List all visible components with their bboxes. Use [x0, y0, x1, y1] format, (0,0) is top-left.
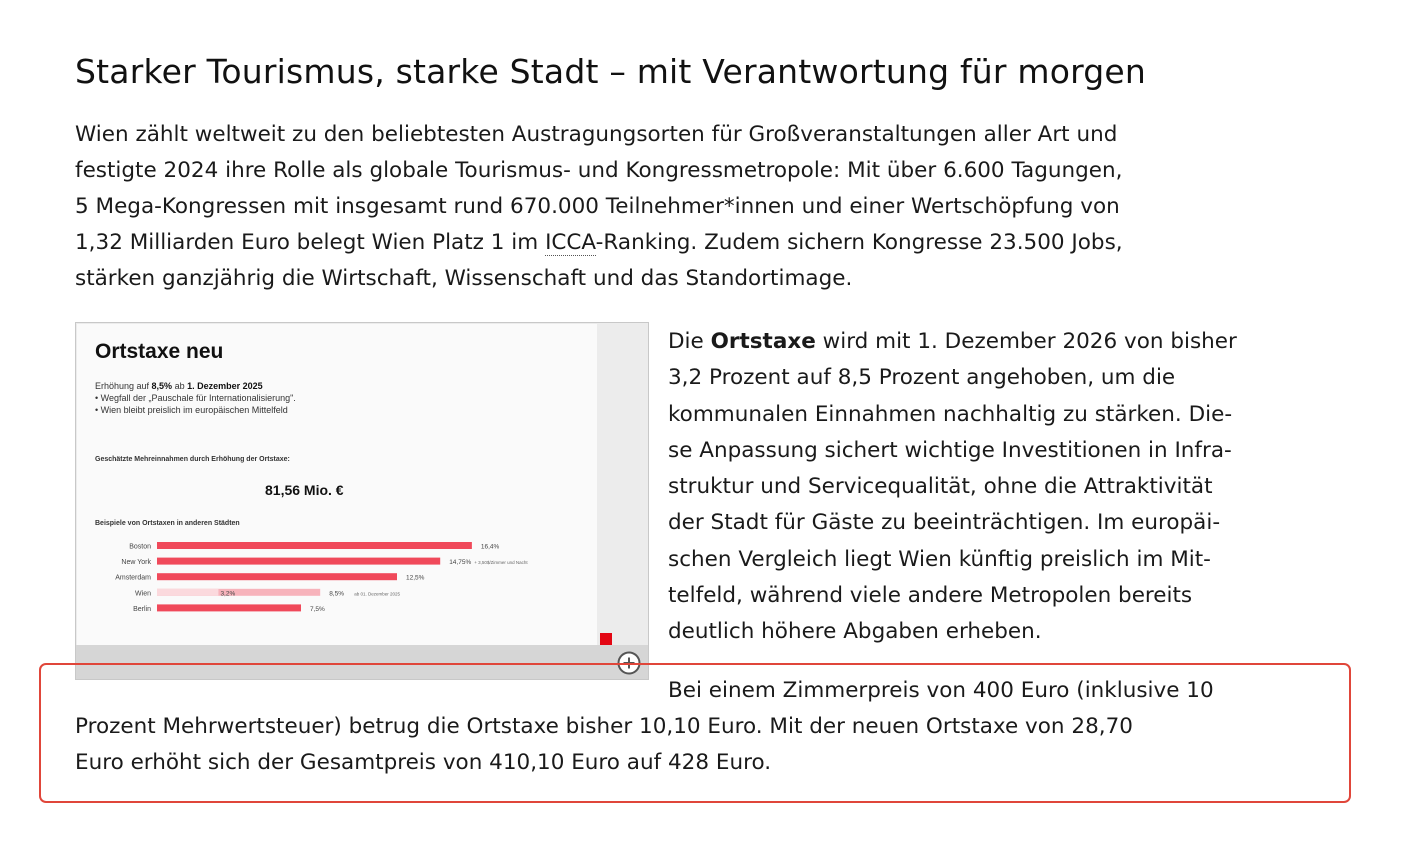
infographic-canvas	[77, 324, 597, 646]
chart-title: Beispiele von Ortstaxen in anderen Städten	[95, 520, 240, 527]
chart-bar	[157, 558, 440, 565]
icca-abbreviation[interactable]: ICCA	[545, 230, 596, 255]
side-text: Die	[668, 329, 711, 354]
infographic-text: ab	[172, 381, 188, 391]
chart-note-label: ab 01. Dezember 2025	[354, 591, 400, 597]
infographic-title: Ortstaxe neu	[95, 340, 224, 363]
price-example-line: Euro erhöht sich der Gesamtpreis von 410,10 Euro auf 428 Euro.	[75, 750, 772, 775]
chart-bar	[157, 604, 301, 611]
ortstaxe-paragraph	[668, 324, 1348, 651]
side-line: schen Vergleich liegt Wien künftig preislich im Mit-	[668, 546, 1211, 572]
infographic-rate: 8,5%	[151, 381, 173, 391]
price-example-line: Prozent Mehrwertsteuer) betrug die Ortstaxe bisher 10,10 Euro. Mit der neuen Ortstaxe von 28,70	[75, 714, 1133, 739]
infographic-figure[interactable]	[75, 322, 649, 680]
intro-paragraph	[75, 117, 1345, 297]
intro-line: 5 Mega-Kongressen mit insgesamt rund 670.000 Teilnehmer*innen und einer Wertschöpfung von	[75, 194, 1120, 219]
side-line: struktur und Servicequalität, ohne die Attraktivität	[668, 474, 1213, 500]
side-line: 3,2 Prozent auf 8,5 Prozent angehoben, um die	[668, 365, 1176, 391]
brand-mark	[600, 633, 612, 645]
side-line: telfeld, während viele andere Metropolen bereits	[668, 583, 1193, 609]
estimate-label: Geschätzte Mehreinnahmen durch Erhöhung der Ortstaxe:	[95, 456, 290, 463]
article-heading: Starker Tourismus, starke Stadt – mit Verantwortung für morgen	[75, 52, 1147, 91]
infographic-sub-line	[95, 380, 296, 392]
intro-text: 1,32 Milliarden Euro belegt Wien Platz 1 im	[75, 230, 546, 255]
side-line: se Anpassung sichert wichtige Investitionen in Infra-	[668, 437, 1232, 463]
side-line: deutlich höhere Abgaben erheben.	[668, 619, 1042, 645]
intro-text: -Ranking. Zudem sichern Kongresse 23.500 Jobs,	[595, 230, 1123, 255]
price-example-line: Bei einem Zimmerpreis von 400 Euro (inklusive 10	[668, 678, 1214, 703]
side-text: wird mit 1. Dezember 2026 von bisher	[815, 329, 1237, 354]
infographic-subtitle	[95, 380, 296, 416]
ortstaxe-term: Ortstaxe	[710, 329, 816, 354]
chart-category-label: Amsterdam	[115, 574, 151, 582]
chart-category-label: Wien	[135, 590, 151, 598]
chart-previous-label: 3,2%	[220, 590, 236, 598]
estimate-value: 81,56 Mio. €	[265, 482, 344, 498]
chart-value-label: 8,5%	[329, 590, 345, 598]
chart-bar	[157, 542, 472, 549]
side-line	[668, 324, 1348, 360]
chart-category-label: Boston	[129, 543, 151, 551]
infographic-text: Erhöhung auf	[95, 381, 152, 391]
chart-value-label: 7,5%	[310, 605, 325, 613]
chart-note-label: + 3,50$/Zimmer und Nacht	[474, 560, 528, 566]
intro-line: festigte 2024 ihre Rolle als globale Tourismus- und Kongressmetropole: Mit über 6.600 Tagungen,	[75, 158, 1123, 183]
ortstaxe-bar-chart	[77, 536, 597, 636]
intro-line: Wien zählt weltweit zu den beliebtesten Austragungsorten für Großveranstaltungen aller Art und	[75, 122, 1118, 147]
chart-bar	[157, 573, 397, 580]
side-line: der Stadt für Gäste zu beeinträchtigen. Im europäi-	[668, 510, 1221, 536]
chart-bar-previous	[157, 589, 218, 596]
infographic-date: 1. Dezember 2025	[187, 381, 263, 391]
infographic-sub-line: • Wien bleibt preislich im europäischen Mittelfeld	[95, 405, 288, 415]
infographic-sub-line: • Wegfall der „Pauschale für Internationalisierung".	[95, 393, 296, 403]
chart-value-label: 14,75%	[449, 559, 472, 567]
chart-value-label: 16,4%	[480, 543, 500, 551]
side-line: kommunalen Einnahmen nachhaltig zu stärken. Die-	[668, 401, 1233, 427]
intro-line	[75, 225, 1345, 261]
chart-value-label: 12,5%	[406, 574, 425, 582]
intro-line: stärken ganzjährig die Wirtschaft, Wissenschaft und das Standortimage.	[75, 266, 853, 291]
chart-category-label: Berlin	[133, 605, 151, 613]
chart-category-label: New York	[121, 559, 151, 567]
